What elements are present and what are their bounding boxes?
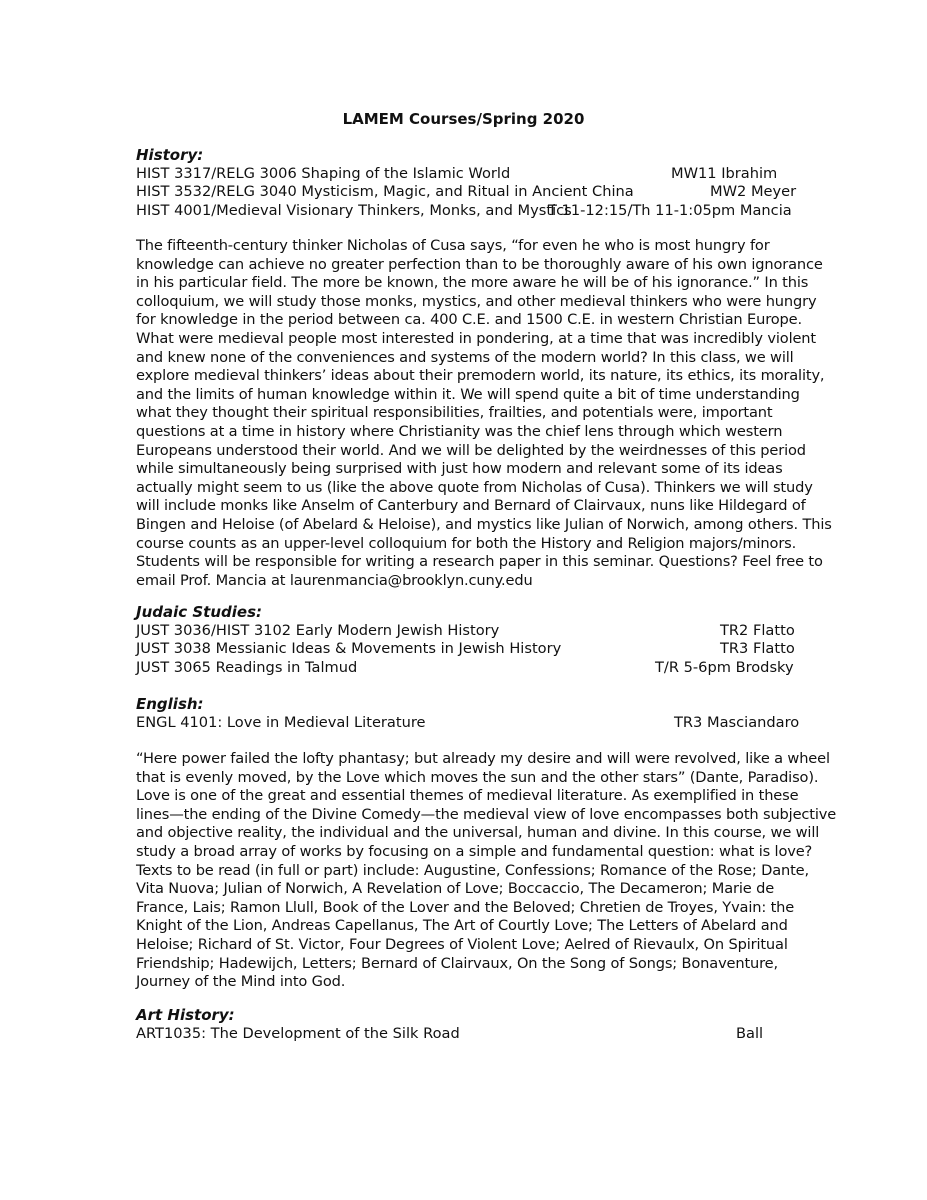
english-heading: English: bbox=[136, 695, 204, 713]
judaic-studies-section bbox=[136, 603, 796, 677]
judaic-studies-heading: Judaic Studies: bbox=[136, 603, 263, 621]
paragraph-line: Heloise; Richard of St. Victor, Four Degrees of Violent Love; Aelred of Rievaulx, On Spiritual bbox=[136, 935, 788, 953]
history-course-description bbox=[136, 237, 832, 590]
paragraph-line: colloquium, we will study those monks, mystics, and other medieval thinkers who were hungry bbox=[136, 292, 817, 310]
course-title: JUST 3038 Messianic Ideas & Movements in Jewish History bbox=[136, 640, 562, 658]
paragraph-line: lines—the ending of the Divine Comedy—the medieval view of love encompasses both subjective bbox=[136, 805, 837, 823]
paragraph-line: and the limits of human knowledge within it. We will spend quite a bit of time understanding bbox=[136, 385, 800, 403]
paragraph-line: study a broad array of works by focusing on a simple and fundamental question: what is love? bbox=[136, 842, 813, 860]
paragraph-line: while simultaneously being surprised with just how modern and relevant some of its ideas bbox=[136, 460, 783, 478]
history-heading: History: bbox=[136, 146, 204, 164]
paragraph-line: Europeans understood their world. And we will be delighted by the weirdnesses of this period bbox=[136, 441, 806, 459]
paragraph-line: explore medieval thinkers’ ideas about their premodern world, its nature, its ethics, its morality, bbox=[136, 367, 825, 385]
paragraph-line: Vita Nuova; Julian of Norwich, A Revelation of Love; Boccaccio, The Decameron; Marie de bbox=[136, 880, 775, 898]
course-schedule: MW2 Meyer bbox=[710, 183, 797, 201]
course-row bbox=[136, 622, 796, 641]
art-history-section bbox=[136, 1006, 796, 1043]
course-row bbox=[136, 659, 796, 678]
paragraph-line: Knight of the Lion, Andreas Capellanus, The Art of Courtly Love; The Letters of Abelard and bbox=[136, 917, 788, 935]
paragraph-line: and objective reality, the individual and the universal, human and divine. In this course, we will bbox=[136, 824, 820, 842]
paragraph-line: actually might seem to us (like the above quote from Nicholas of Cusa). Thinkers we will study bbox=[136, 478, 813, 496]
paragraph-line: email Prof. Mancia at laurenmancia@brooklyn.cuny.edu bbox=[136, 571, 533, 589]
course-schedule: TR2 Flatto bbox=[720, 621, 795, 639]
paragraph-line: in his particular field. The more be known, the more aware he will be of his ignorance.” In this bbox=[136, 274, 809, 292]
paragraph-line: questions at a time in history where Christianity was the chief lens through which western bbox=[136, 422, 783, 440]
course-title: HIST 4001/Medieval Visionary Thinkers, Monks, and Mystics bbox=[136, 201, 572, 219]
course-row bbox=[136, 640, 796, 659]
course-instructor: Ball bbox=[736, 1024, 764, 1042]
paragraph-line: course counts as an upper-level colloquium for both the History and Religion majors/minors. bbox=[136, 534, 797, 552]
course-row bbox=[136, 165, 796, 184]
course-row bbox=[136, 1025, 796, 1044]
course-schedule: TR3 Flatto bbox=[720, 640, 795, 658]
paragraph-line: what they thought their spiritual responsibilities, frailties, and potentials were, important bbox=[136, 404, 773, 422]
paragraph-line: What were medieval people most interested in pondering, at a time that was incredibly violent bbox=[136, 329, 816, 347]
paragraph-line: Students will be responsible for writing a research paper in this seminar. Questions? Feel free to bbox=[136, 553, 823, 571]
paragraph-line: knowledge can achieve no greater perfection than to be thoroughly aware of his own ignorance bbox=[136, 255, 823, 273]
course-schedule: TR3 Masciandaro bbox=[674, 713, 800, 731]
course-schedule: MW11 Ibrahim bbox=[671, 164, 778, 182]
course-title: HIST 3532/RELG 3040 Mysticism, Magic, and Ritual in Ancient China bbox=[136, 183, 634, 201]
paragraph-line: The fifteenth-century thinker Nicholas of Cusa says, “for even he who is most hungry for bbox=[136, 237, 770, 254]
english-section bbox=[136, 695, 800, 732]
paragraph-line: Texts to be read (in full or part) include: Augustine, Confessions; Romance of the Rose; Dante, bbox=[136, 861, 810, 879]
art-history-heading: Art History: bbox=[136, 1006, 235, 1024]
paragraph-line: “Here power failed the lofty phantasy; but already my desire and will were revolved, like a wheel bbox=[136, 750, 830, 767]
paragraph-line: Love is one of the great and essential themes of medieval literature. As exemplified in these bbox=[136, 787, 799, 805]
course-title: ART1035: The Development of the Silk Road bbox=[136, 1024, 460, 1042]
paragraph-line: and knew none of the conveniences and systems of the modern world? In this class, we will bbox=[136, 348, 794, 366]
history-section bbox=[136, 146, 796, 220]
paragraph-line: will include monks like Anselm of Canterbury and Bernard of Clairvaux, nuns like Hildegard of bbox=[136, 497, 806, 515]
page-title: LAMEM Courses/Spring 2020 bbox=[342, 110, 585, 128]
paragraph-line: Journey of the Mind into God. bbox=[136, 973, 346, 991]
paragraph-line: Friendship; Hadewijch, Letters; Bernard of Clairvaux, On the Song of Songs; Bonaventure, bbox=[136, 954, 779, 972]
course-schedule: T/R 5-6pm Brodsky bbox=[655, 658, 794, 676]
paragraph-line: Bingen and Heloise (of Abelard & Heloise), and mystics like Julian of Norwich, among others. This bbox=[136, 515, 832, 533]
paragraph-line: France, Lais; Ramon Llull, Book of the Lover and the Beloved; Chretien de Troyes, Yvain: the bbox=[136, 898, 795, 916]
course-title: HIST 3317/RELG 3006 Shaping of the Islamic World bbox=[136, 164, 511, 182]
course-row bbox=[136, 183, 796, 202]
course-row bbox=[136, 202, 796, 221]
course-row bbox=[136, 713, 800, 733]
course-title: JUST 3065 Readings in Talmud bbox=[136, 658, 358, 676]
course-schedule: T 11-12:15/Th 11-1:05pm Mancia bbox=[548, 201, 792, 219]
paragraph-line: for knowledge in the period between ca. 400 C.E. and 1500 C.E. in western Christian Europe. bbox=[136, 311, 802, 329]
english-course-description bbox=[136, 750, 837, 992]
course-title: ENGL 4101: Love in Medieval Literature bbox=[136, 713, 426, 731]
course-title: JUST 3036/HIST 3102 Early Modern Jewish History bbox=[136, 621, 500, 639]
paragraph-line: that is evenly moved, by the Love which moves the sun and the other stars” (Dante, Paradiso). bbox=[136, 768, 819, 786]
